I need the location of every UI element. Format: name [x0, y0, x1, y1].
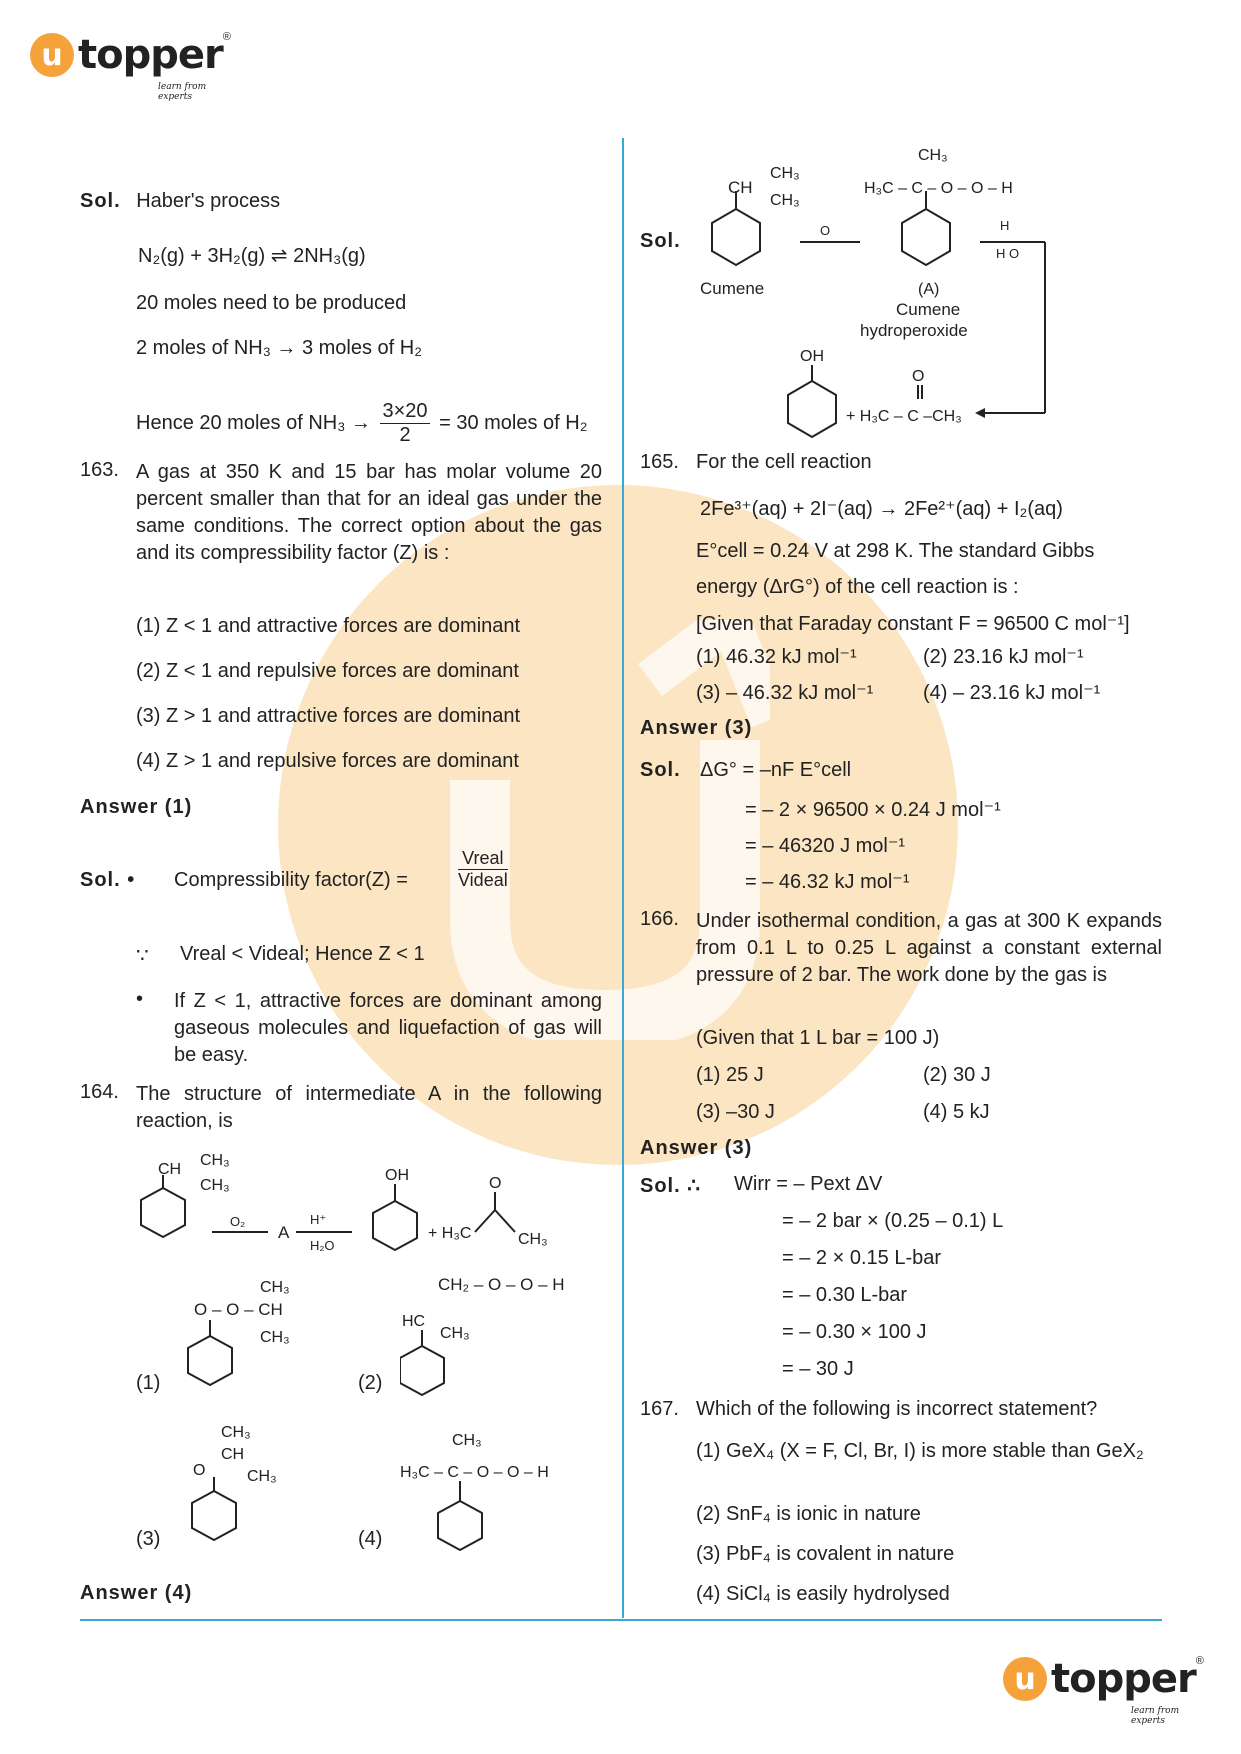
svg-text:O: O: [912, 368, 925, 385]
q165-option-2: (2) 23.16 kJ mol⁻¹: [923, 646, 1084, 668]
q166-option-4: (4) 5 kJ: [923, 1101, 990, 1123]
q165-step-1: ΔG° = –nF E°cell: [700, 759, 852, 781]
haber-line-3-post: = 30 moles of H₂: [439, 411, 588, 434]
svg-text:CH₂ – O – O – H: CH₂ – O – O – H: [438, 1275, 565, 1294]
q163-number: 163.: [80, 459, 119, 481]
svg-text:+ H₃C – C –CH₃: + H₃C – C –CH₃: [846, 408, 962, 425]
q164-option-4-structure: [400, 1425, 600, 1555]
column-divider: [622, 138, 624, 1618]
haber-frac-num: 3×20: [382, 400, 428, 422]
q165-line-3: [Given that Faraday constant F = 96500 C mol⁻¹]: [696, 613, 1130, 635]
cumene-scheme: [700, 145, 1170, 445]
svg-text:CH₃: CH₃: [247, 1468, 277, 1485]
svg-text:CH₃: CH₃: [260, 1329, 290, 1346]
svg-text:CH: CH: [221, 1446, 245, 1463]
o2-label: O: [820, 223, 831, 238]
svg-text:OH: OH: [385, 1167, 409, 1184]
q163-sol-text: Compressibility factor(Z) =: [174, 869, 408, 891]
q163-sol-label: Sol. •: [80, 869, 136, 891]
q165-number: 165.: [640, 451, 679, 473]
q165-line-2: energy (ΔrG°) of the cell reaction is :: [696, 576, 1019, 598]
q167-option-1: (1) GeX₄ (X = F, Cl, Br, I) is more stable than GeX₂: [696, 1440, 1144, 1462]
svg-text:O – O – CH: O – O – CH: [194, 1300, 283, 1319]
svg-text:CH₃: CH₃: [770, 165, 800, 182]
q167-option-4: (4) SiCl₄ is easily hydrolysed: [696, 1583, 950, 1605]
haber-line-1: 20 moles need to be produced: [136, 292, 407, 314]
q165-step-3: = – 46320 J mol⁻¹: [745, 835, 906, 857]
brand-name: topper: [78, 32, 223, 78]
svg-text:CH: CH: [728, 178, 753, 197]
q165-option-4: (4) – 23.16 kJ mol⁻¹: [923, 682, 1101, 704]
svg-text:O₂: O₂: [230, 1214, 246, 1229]
q166-option-2: (2) 30 J: [923, 1064, 991, 1086]
q165-line-1: E°cell = 0.24 V at 298 K. The standard Gibbs: [696, 540, 1095, 562]
svg-text:OH: OH: [800, 348, 824, 365]
q166-option-1: (1) 25 J: [696, 1064, 764, 1086]
svg-text:H₃C – C – O – O – H: H₃C – C – O – O – H: [400, 1464, 549, 1481]
q163-option-2: (2) Z < 1 and repulsive forces are dominant: [136, 660, 519, 682]
brand-tagline-bottom: learn from experts: [1131, 1706, 1180, 1726]
a-label: (A): [918, 281, 940, 298]
haber-line-3: [136, 400, 587, 447]
q163-option-1: (1) Z < 1 and attractive forces are dominant: [136, 615, 521, 637]
q167-option-3: (3) PbF₄ is covalent in nature: [696, 1543, 955, 1565]
brand-logo-bottom: [1003, 1655, 1204, 1726]
q166-step-2: = – 2 bar × (0.25 – 0.1) L: [782, 1210, 1004, 1232]
haber-line-2: 2 moles of NH₃ → 3 moles of H₂: [136, 337, 422, 359]
q166-step-1: Wirr = – Pext ΔV: [734, 1173, 883, 1195]
svg-text:CH₃: CH₃: [452, 1432, 482, 1449]
cumene-label: Cumene: [700, 279, 765, 298]
q164-number: 164.: [80, 1081, 119, 1103]
q164-option-2-label: (2): [358, 1372, 383, 1394]
q164-option-1-structure: [180, 1270, 330, 1400]
q167-text: Which of the following is incorrect statement?: [696, 1398, 1098, 1420]
brand-logo-icon-bottom: u: [1003, 1657, 1047, 1701]
q163-option-3: (3) Z > 1 and attractive forces are dominant: [136, 705, 521, 727]
h2o-label: H O: [996, 246, 1020, 261]
q164-option-3-structure: [185, 1425, 335, 1555]
bullet: •: [136, 988, 144, 1010]
haber-reaction: N₂(g) + 3H₂(g) ⇌ 2NH₃(g): [138, 245, 366, 267]
q164-option-1-label: (1): [136, 1372, 161, 1394]
q164-option-2-structure: [400, 1270, 600, 1400]
brand-reg-bottom: ®: [1195, 1655, 1204, 1667]
brand-name-bottom: topper: [1051, 1656, 1196, 1702]
q164-option-4-label: (4): [358, 1528, 383, 1550]
sol-label: Sol.: [80, 190, 121, 212]
volume-relation: Vreal < Videal; Hence Z < 1: [180, 943, 425, 965]
q165-step-4: = – 46.32 kJ mol⁻¹: [745, 871, 910, 893]
q163-answer: Answer (1): [80, 796, 193, 818]
q165-text: For the cell reaction: [696, 451, 872, 473]
q166-text: Under isothermal condition, a gas at 300 K expands from 0.1 L to 0.25 L against a constant external pressure of 2 bar. The work done by the gas is: [696, 910, 1162, 986]
svg-text:CH: CH: [158, 1161, 182, 1178]
svg-text:O: O: [193, 1462, 206, 1479]
sol-title: Haber's process: [136, 190, 281, 212]
brand-reg: ®: [222, 31, 231, 43]
svg-text:CH₃: CH₃: [200, 1177, 230, 1194]
q166-sol-label: Sol. ∴: [640, 1175, 701, 1197]
q165-option-1: (1) 46.32 kJ mol⁻¹: [696, 646, 857, 668]
q165-step-2: = – 2 × 96500 × 0.24 J mol⁻¹: [745, 799, 1001, 821]
z-frac-den: Videal: [458, 870, 508, 890]
brand-logo-icon: u: [30, 33, 74, 77]
svg-text:HC: HC: [402, 1313, 426, 1330]
q166-step-3: = – 2 × 0.15 L-bar: [782, 1247, 942, 1269]
q167-option-2: (2) SnF₄ is ionic in nature: [696, 1503, 921, 1525]
svg-text:CH₃: CH₃: [221, 1425, 251, 1441]
brand-logo-top: [30, 31, 231, 102]
q164-reaction-scheme: [130, 1150, 580, 1260]
q166-number: 166.: [640, 908, 679, 930]
a-name-2: hydroperoxide: [860, 321, 968, 340]
svg-text:A: A: [278, 1223, 290, 1242]
q166-step-5: = – 0.30 × 100 J: [782, 1321, 927, 1343]
q163-text: A gas at 350 K and 15 bar has molar volume 20 percent smaller than that for an ideal gas under the same conditions. The correct option about the gas and its compressibility factor (Z) is :: [136, 461, 602, 564]
q166-step-4: = – 0.30 L-bar: [782, 1284, 908, 1306]
bottom-rule: [80, 1619, 1162, 1621]
svg-text:CH₃: CH₃: [440, 1325, 470, 1342]
q164-sol-label: Sol.: [640, 230, 681, 252]
haber-frac-den: 2: [399, 424, 411, 446]
svg-text:CH₃: CH₃: [918, 147, 948, 164]
q163-option-4: (4) Z > 1 and repulsive forces are dominant: [136, 750, 519, 772]
q166-option-3: (3) –30 J: [696, 1101, 775, 1123]
q165-option-3: (3) – 46.32 kJ mol⁻¹: [696, 682, 874, 704]
q164-option-3-label: (3): [136, 1528, 161, 1550]
svg-text:H₃C – C – O – O – H: H₃C – C – O – O – H: [864, 180, 1013, 197]
q165-sol-label: Sol.: [640, 759, 681, 781]
h-label: H: [1000, 218, 1010, 233]
q164-answer: Answer (4): [80, 1582, 193, 1604]
svg-text:CH₃: CH₃: [260, 1279, 290, 1296]
q164-text: The structure of intermediate A in the following reaction, is: [136, 1083, 602, 1132]
svg-text:O: O: [489, 1175, 502, 1192]
q165-answer: Answer (3): [640, 717, 753, 739]
svg-text:+ H₃C: + H₃C: [428, 1225, 472, 1242]
because-symbol: ∵: [136, 945, 149, 967]
q166-given: (Given that 1 L bar = 100 J): [696, 1027, 940, 1049]
q167-number: 167.: [640, 1398, 679, 1420]
q166-answer: Answer (3): [640, 1137, 753, 1159]
haber-line-3-pre: Hence 20 moles of NH₃ →: [136, 411, 371, 434]
a-name-1: Cumene: [896, 300, 961, 319]
z-frac-num: Vreal: [458, 848, 508, 870]
q163-sol-point: If Z < 1, attractive forces are dominant among gaseous molecules and liquefaction of gas will be easy.: [174, 990, 602, 1066]
svg-text:H⁺: H⁺: [310, 1212, 327, 1227]
svg-text:CH₃: CH₃: [200, 1152, 230, 1169]
brand-tagline: learn from experts: [158, 82, 207, 102]
svg-text:H₂O: H₂O: [310, 1238, 335, 1253]
svg-text:CH₃: CH₃: [518, 1231, 548, 1248]
q165-reaction: 2Fe³⁺(aq) + 2I⁻(aq) → 2Fe²⁺(aq) + I₂(aq): [700, 498, 1063, 520]
svg-text:CH₃: CH₃: [770, 192, 800, 209]
q166-step-6: = – 30 J: [782, 1358, 854, 1380]
